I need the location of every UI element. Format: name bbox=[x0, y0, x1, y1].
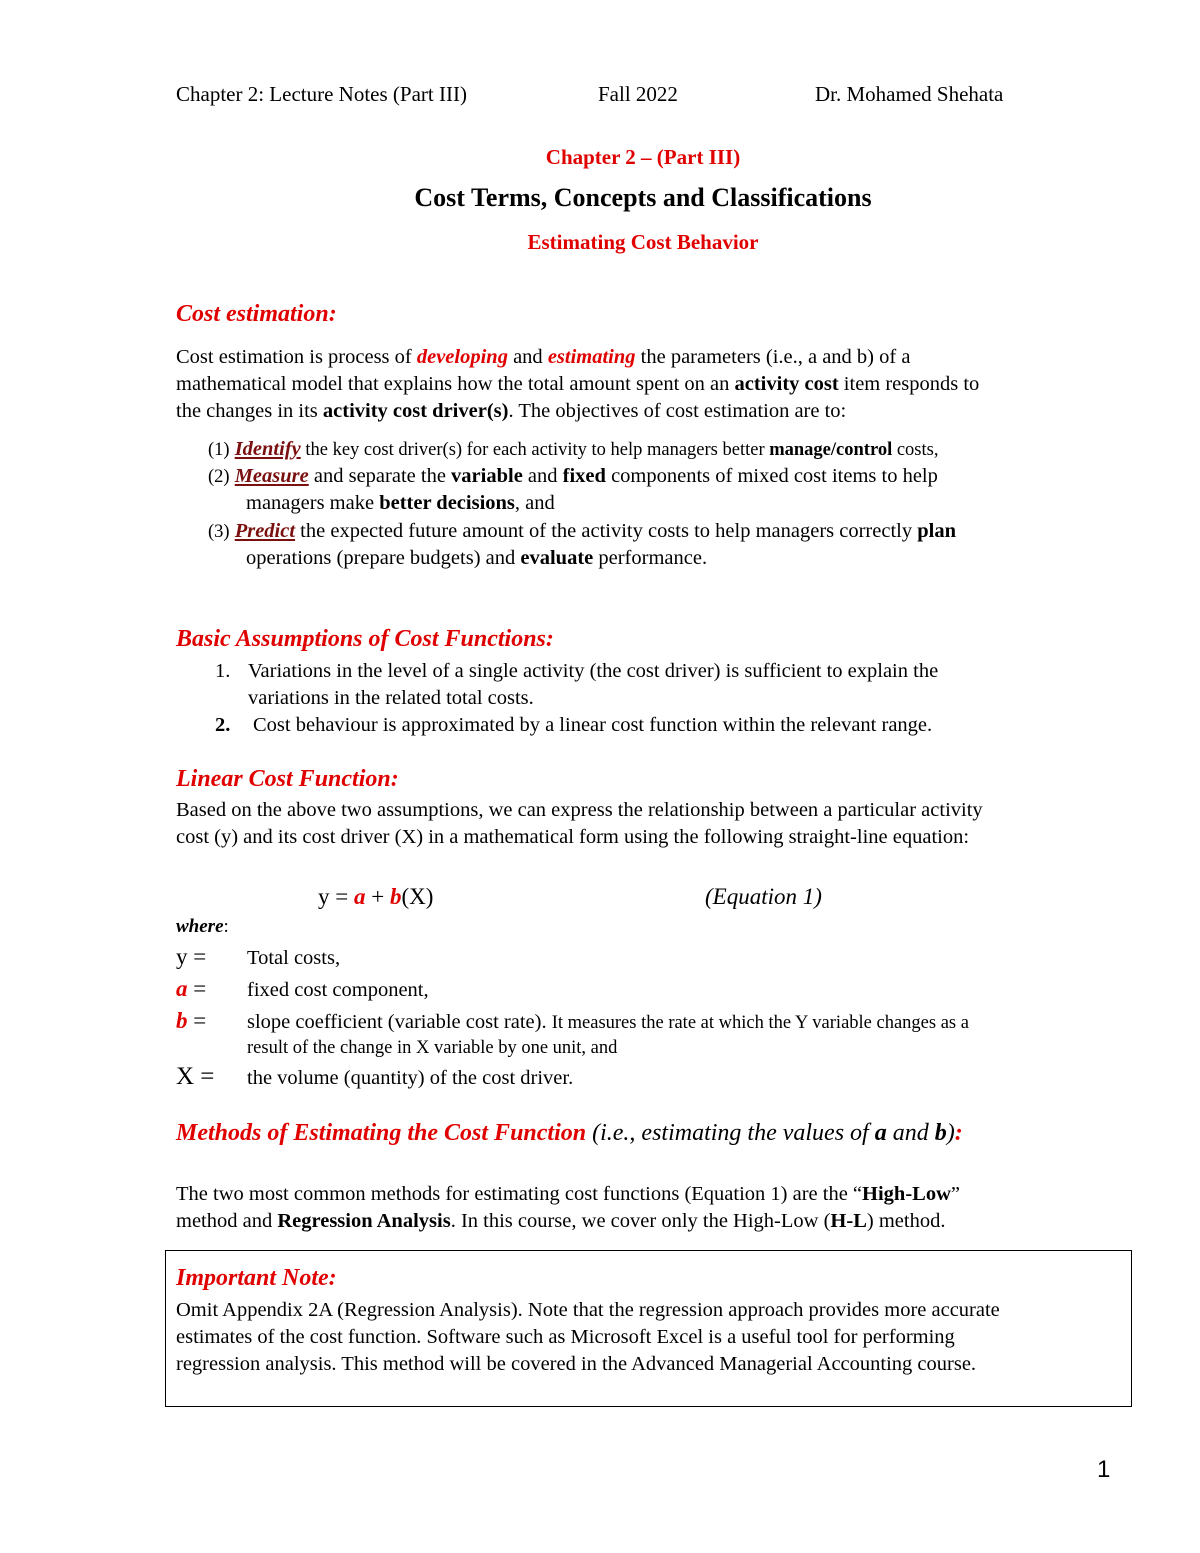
assumption-2-number: 2. bbox=[215, 714, 231, 736]
cost-equation: y = a + b(X) bbox=[318, 884, 434, 909]
important-note-line-3: regression analysis. This method will be covered in the Advanced Managerial Accounting course. bbox=[176, 1353, 977, 1375]
important-note-line-1: Omit Appendix 2A (Regression Analysis). Note that the regression approach provides more accurate bbox=[176, 1299, 1000, 1321]
section-heading-assumptions: Basic Assumptions of Cost Functions: bbox=[176, 626, 554, 652]
def-x-symbol: X = bbox=[176, 1063, 215, 1090]
objective-2-cont: managers make better decisions, and bbox=[246, 492, 555, 514]
where-label: where: bbox=[176, 916, 229, 937]
cost-estimation-line-3: the changes in its activity cost driver(s). The objectives of cost estimation are to: bbox=[176, 400, 847, 422]
important-note-heading: Important Note: bbox=[176, 1265, 337, 1291]
def-a-symbol: a = bbox=[176, 976, 207, 1001]
objective-2: (2) Measure and separate the variable and fixed components of mixed cost items to help bbox=[208, 465, 938, 487]
def-b-text-cont: result of the change in X variable by one unit, and bbox=[247, 1038, 618, 1058]
section-heading-linear: Linear Cost Function: bbox=[176, 766, 399, 792]
cost-estimation-line-1: Cost estimation is process of developing and estimating the parameters (i.e., a and b) of a bbox=[176, 346, 911, 368]
page-number: 1 bbox=[1097, 1456, 1111, 1483]
header-center: Fall 2022 bbox=[598, 82, 678, 106]
page-title: Cost Terms, Concepts and Classifications bbox=[414, 183, 872, 212]
methods-line-2: method and Regression Analysis. In this course, we cover only the High-Low (H-L) method. bbox=[176, 1210, 946, 1232]
def-y-text: Total costs, bbox=[247, 947, 341, 969]
equation-label: (Equation 1) bbox=[705, 884, 822, 909]
important-note-line-2: estimates of the cost function. Software such as Microsoft Excel is a useful tool for performing bbox=[176, 1326, 955, 1348]
def-x-text: the volume (quantity) of the cost driver. bbox=[247, 1067, 574, 1089]
methods-line-1: The two most common methods for estimating cost functions (Equation 1) are the “High-Low” bbox=[176, 1183, 960, 1205]
linear-line-1: Based on the above two assumptions, we can express the relationship between a particular activity bbox=[176, 799, 983, 821]
def-b-text: slope coefficient (variable cost rate). It measures the rate at which the Y variable changes as a bbox=[247, 1011, 969, 1033]
page-subtitle: Estimating Cost Behavior bbox=[527, 230, 759, 254]
def-a-text: fixed cost component, bbox=[247, 979, 429, 1001]
objective-3-cont: operations (prepare budgets) and evaluate performance. bbox=[246, 547, 708, 569]
linear-line-2: cost (y) and its cost driver (X) in a mathematical form using the following straight-line equation: bbox=[176, 826, 970, 848]
objective-3: (3) Predict the expected future amount of the activity costs to help managers correctly plan bbox=[208, 520, 956, 542]
assumption-1-number: 1. bbox=[215, 660, 231, 682]
cost-estimation-line-2: mathematical model that explains how the total amount spent on an activity cost item responds to bbox=[176, 373, 980, 395]
assumption-2-text: Cost behaviour is approximated by a linear cost function within the relevant range. bbox=[253, 714, 933, 736]
chapter-title: Chapter 2 – (Part III) bbox=[545, 145, 741, 169]
header-right: Dr. Mohamed Shehata bbox=[815, 82, 1004, 106]
header-left: Chapter 2: Lecture Notes (Part III) bbox=[176, 82, 467, 106]
def-b-symbol: b = bbox=[176, 1008, 207, 1033]
section-heading-methods: Methods of Estimating the Cost Function (i.e., estimating the values of a and b): bbox=[176, 1120, 963, 1146]
def-y-symbol: y = bbox=[176, 944, 207, 969]
assumption-1-line-1: Variations in the level of a single activity (the cost driver) is sufficient to explain the bbox=[248, 660, 939, 682]
objective-1: (1) Identify the key cost driver(s) for each activity to help managers better manage/control costs, bbox=[208, 438, 939, 460]
section-heading-cost-estimation: Cost estimation: bbox=[176, 301, 337, 327]
assumption-1-line-2: variations in the related total costs. bbox=[248, 687, 534, 709]
